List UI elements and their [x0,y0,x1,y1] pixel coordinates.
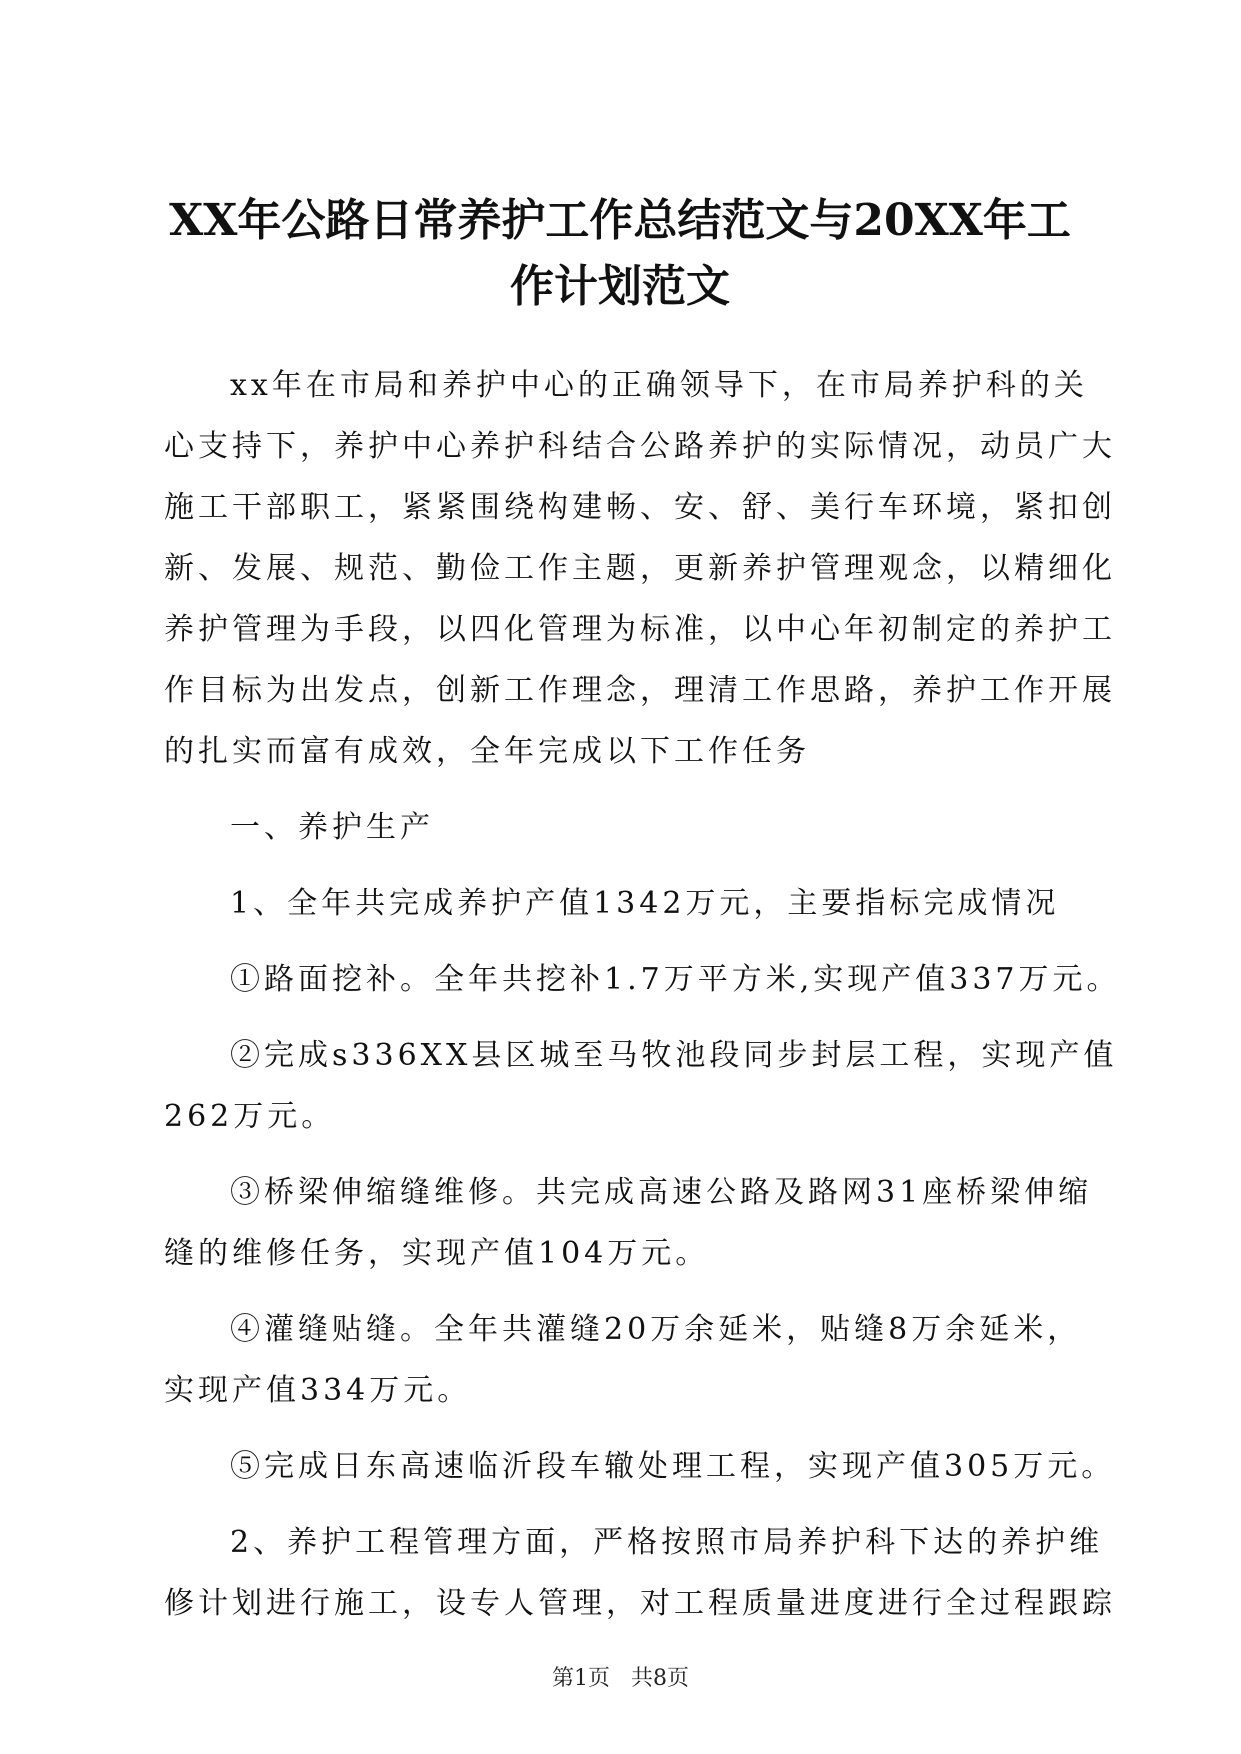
text-line: 修计划进行施工，设专人管理，对工程质量进度进行全过程跟踪 [164,1586,1116,1621]
section-heading: 一、养护生产 [230,810,434,845]
page-number: 第1页 [552,1666,610,1691]
text-line: 262万元。 [164,1099,336,1134]
text-line: 施工干部职工，紧紧围绕构建畅、安、舒、美行车环境，紧扣创 [164,490,1116,525]
title-line-1: XX年公路日常养护工作总结范文与20XX年工 [169,195,1071,246]
text-line: ⑤完成日东高速临沂段车辙处理工程，实现产值305万元。 [230,1449,1116,1484]
text-line: 养护管理为手段，以四化管理为标准，以中心年初制定的养护工 [164,612,1116,647]
text-line: xx年在市局和养护中心的正确领导下，在市局养护科的关 [230,368,1088,403]
page-footer [0,1664,1241,1694]
text-line: 作目标为出发点，创新工作理念，理清工作思路，养护工作开展 [164,673,1116,708]
text-line: 2、养护工程管理方面，严格按照市局养护科下达的养护维 [230,1525,1104,1560]
footer-spacer [617,1666,624,1691]
text-line: 实现产值334万元。 [164,1373,472,1408]
text-line: 1、全年共完成养护产值1342万元，主要指标完成情况 [230,886,1060,921]
text-line: ④灌缝贴缝。全年共灌缝20万余延米，贴缝8万余延米， [230,1312,1082,1347]
text-line: ②完成s336XX县区城至马牧池段同步封层工程，实现产值 [230,1038,1118,1073]
text-line: 心支持下，养护中心养护科结合公路养护的实际情况，动员广大 [164,429,1116,464]
text-line: 缝的维修任务，实现产值104万元。 [164,1236,710,1271]
document-title [160,188,1080,320]
text-line: ③桥梁伸缩缝维修。共完成高速公路及路网31座桥梁伸缩 [230,1175,1093,1210]
document-body [164,355,1121,1634]
title-line-2: 作计划范文 [510,261,730,312]
text-line: ①路面挖补。全年共挖补1.7万平方米,实现产值337万元。 [230,962,1121,997]
text-line: 新、发展、规范、勤俭工作主题，更新养护管理观念，以精细化 [164,551,1116,586]
text-line: 的扎实而富有成效，全年完成以下工作任务 [164,734,810,769]
total-pages: 共8页 [631,1666,689,1691]
